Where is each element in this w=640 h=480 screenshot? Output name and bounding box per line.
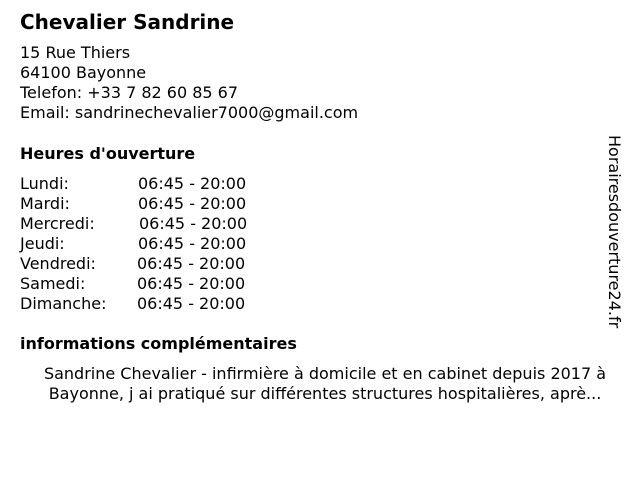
hours-row-mardi xyxy=(20,194,247,214)
time-range: 06:45 - 20:00 xyxy=(137,274,246,293)
description-line: Bayonne, j ai pratiqué sur différentes structures hospitalières, aprè... xyxy=(48,384,602,403)
day-label: Lundi: xyxy=(20,174,69,193)
hours-row-dimanche xyxy=(20,294,247,314)
phone-number: Telefon: +33 7 82 60 85 67 xyxy=(20,83,239,102)
time-range: 06:45 - 20:00 xyxy=(138,194,247,213)
street-address: 15 Rue Thiers xyxy=(20,43,131,62)
time-range: 06:45 - 20:00 xyxy=(137,294,246,313)
city-postcode: 64100 Bayonne xyxy=(20,63,147,82)
time-range: 06:45 - 20:00 xyxy=(138,234,247,253)
day-label: Mercredi: xyxy=(20,214,95,233)
site-watermark: Horairesdouverture24.fr xyxy=(605,135,624,329)
time-range: 06:45 - 20:00 xyxy=(139,214,248,233)
day-label: Dimanche: xyxy=(20,294,107,313)
business-name: Chevalier Sandrine xyxy=(20,10,235,34)
hours-row-lundi xyxy=(20,174,247,194)
opening-hours-list xyxy=(20,174,247,314)
description-line: Sandrine Chevalier - infirmière à domicile et en cabinet depuis 2017 à xyxy=(43,364,607,383)
day-label: Vendredi: xyxy=(20,254,96,273)
contact-block xyxy=(20,43,358,123)
hours-row-vendredi xyxy=(20,254,247,274)
business-description xyxy=(18,364,632,404)
day-label: Mardi: xyxy=(20,194,70,213)
hours-row-mercredi xyxy=(20,214,247,234)
day-label: Samedi: xyxy=(20,274,86,293)
day-label: Jeudi: xyxy=(20,234,65,253)
email-address: Email: sandrinechevalier7000@gmail.com xyxy=(20,103,359,122)
hours-row-jeudi xyxy=(20,234,247,254)
time-range: 06:45 - 20:00 xyxy=(137,254,246,273)
time-range: 06:45 - 20:00 xyxy=(138,174,247,193)
additional-info-heading: informations complémentaires xyxy=(20,334,297,353)
opening-hours-heading: Heures d'ouverture xyxy=(20,144,196,163)
hours-row-samedi xyxy=(20,274,247,294)
